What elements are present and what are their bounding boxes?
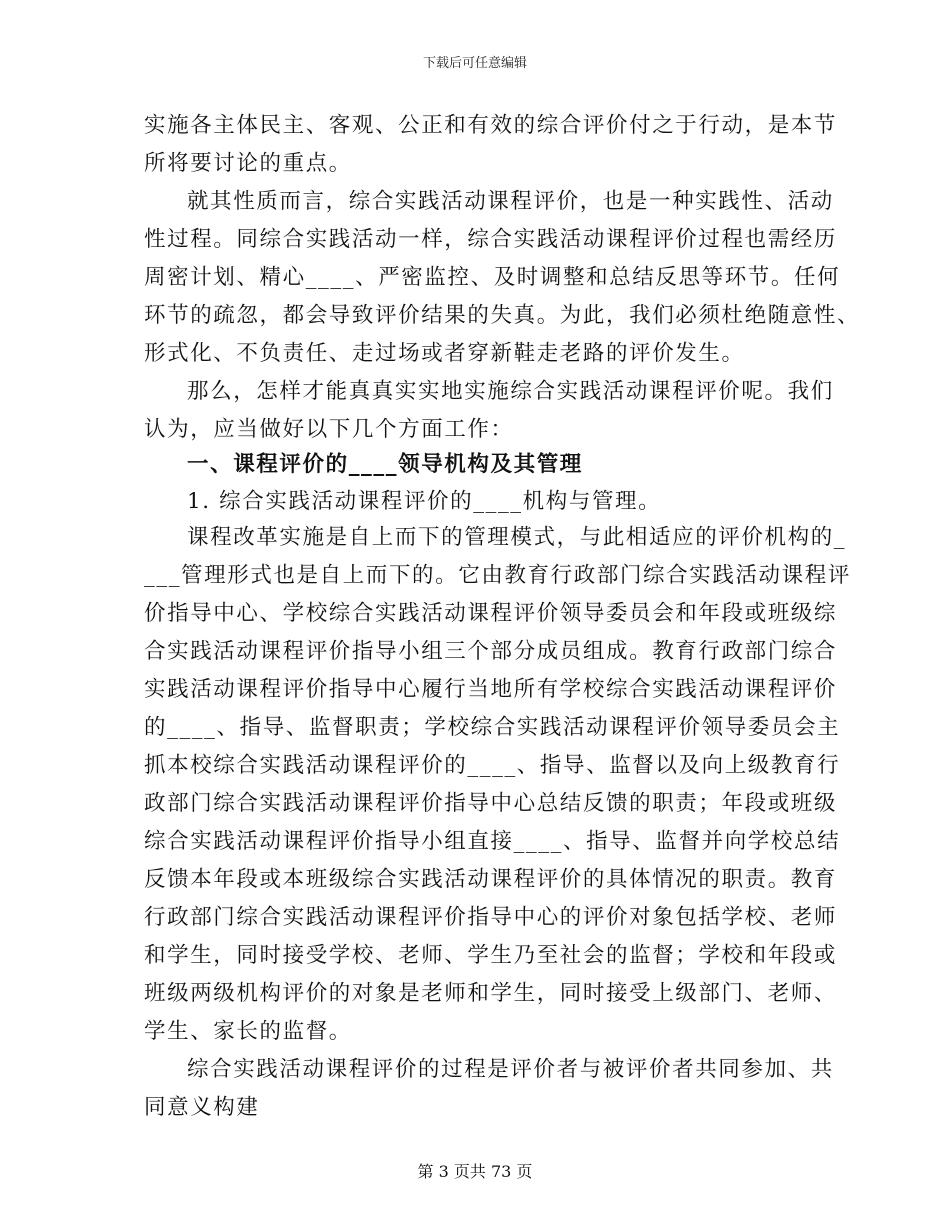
text-line: 周密计划、精心____、严密监控、及时调整和总结反思等环节。任何 (144, 265, 841, 290)
text-line: 价指导中心、学校综合实践活动课程评价领导委员会和年段或班级综 (144, 601, 838, 626)
text-line: 课程改革实施是自上而下的管理模式，与此相适应的评价机构的_ (187, 525, 847, 550)
text-line: 行政部门综合实践活动课程评价指导中心的评价对象包括学校、老师 (144, 905, 838, 930)
text-line: 反馈本年段或本班级综合实践活动课程评价的具体情况的职责。教育 (144, 867, 838, 892)
text-line: 学生、家长的监督。 (144, 1019, 352, 1044)
text-line: 所将要讨论的重点。 (144, 151, 352, 176)
text-line: 同意义构建 (144, 1095, 260, 1120)
text-line: 综合实践活动课程评价指导小组直接____、指导、监督并向学校总结 (144, 829, 841, 854)
text-line: 抓本校综合实践活动课程评价的____、指导、监督以及向上级教育行 (144, 753, 841, 778)
text-line: 环节的疏忽，都会导致评价结果的失真。为此，我们必须杜绝随意性、 (144, 303, 861, 328)
section-heading: 一、课程评价的____领导机构及其管理 (187, 452, 583, 477)
text-line: 合实践活动课程评价指导小组三个部分成员组成。教育行政部门综合 (144, 639, 838, 664)
text-line: 政部门综合实践活动课程评价指导中心总结反馈的职责；年段或班级 (144, 791, 838, 816)
text-line: 班级两级机构评价的对象是老师和学生，同时接受上级部门、老师、 (144, 981, 838, 1006)
text-line: 就其性质而言，综合实践活动课程评价，也是一种实践性、活动 (187, 189, 834, 214)
text-line: 的____、指导、监督职责；学校综合实践活动课程评价领导委员会主 (144, 715, 841, 740)
text-line: 和学生，同时接受学校、老师、学生乃至社会的监督；学校和年段或 (144, 943, 838, 968)
text-line: 实践活动课程评价指导中心履行当地所有学校综合实践活动课程评价 (144, 677, 838, 702)
text-line: ___管理形式也是自上而下的。它由教育行政部门综合实践活动课程评 (144, 563, 851, 588)
text-line: 那么，怎样才能真真实实地实施综合实践活动课程评价呢。我们 (187, 379, 834, 404)
subsection-heading: 1. 综合实践活动课程评价的____机构与管理。 (187, 489, 662, 514)
text-line: 性过程。同综合实践活动一样，综合实践活动课程评价过程也需经历 (144, 227, 838, 252)
text-line: 综合实践活动课程评价的过程是评价者与被评价者共同参加、共 (187, 1057, 834, 1082)
text-line: 认为，应当做好以下几个方面工作： (144, 417, 514, 442)
text-line: 形式化、不负责任、走过场或者穿新鞋走老路的评价发生。 (144, 341, 745, 366)
page-number: 第 3 页共 73 页 (417, 1162, 533, 1181)
text-line: 实施各主体民主、客观、公正和有效的综合评价付之于行动，是本节 (144, 113, 838, 138)
page-header: 下载后可任意编辑 (422, 56, 527, 71)
